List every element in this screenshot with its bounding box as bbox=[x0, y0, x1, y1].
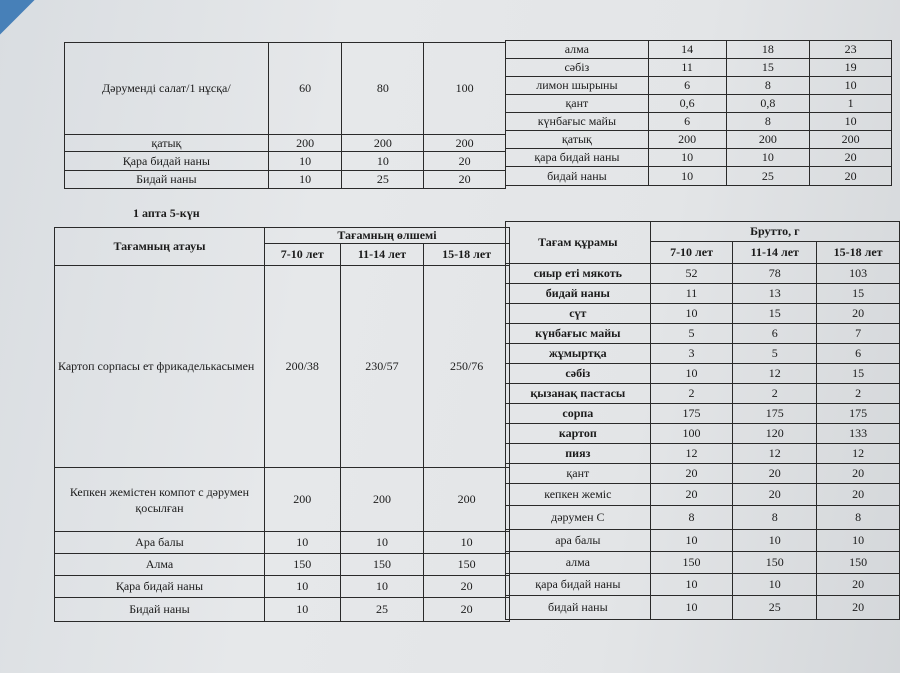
brutto-11-14: 8 bbox=[726, 113, 810, 131]
table-row bbox=[506, 149, 892, 167]
prev-day-dishes-table bbox=[64, 42, 506, 189]
brutto-15-18: 23 bbox=[810, 41, 892, 59]
portion-11-14: 200 bbox=[342, 135, 424, 152]
table-row bbox=[55, 532, 510, 554]
ingredient-name: дәрумен С bbox=[506, 506, 651, 530]
brutto-15-18: 133 bbox=[817, 424, 900, 444]
day5-dishes-table bbox=[54, 227, 510, 622]
table-row bbox=[506, 41, 892, 59]
brutto-7-10: 150 bbox=[650, 552, 733, 574]
portion-15-18: 20 bbox=[424, 171, 506, 189]
portion-15-18: 20 bbox=[424, 576, 510, 598]
brutto-7-10: 10 bbox=[650, 530, 733, 552]
portion-7-10: 10 bbox=[268, 152, 342, 171]
table-row bbox=[55, 598, 510, 622]
portion-11-14: 10 bbox=[340, 576, 424, 598]
dish-name: Дәруменді салат/1 нұсқа/ bbox=[65, 43, 269, 135]
brutto-11-14: 18 bbox=[726, 41, 810, 59]
ingredient-name: алма bbox=[506, 552, 651, 574]
table-row bbox=[506, 506, 900, 530]
table-row bbox=[506, 384, 900, 404]
table-row bbox=[506, 364, 900, 384]
brutto-7-10: 10 bbox=[650, 596, 733, 620]
header-age-11-14: 11-14 лет bbox=[340, 244, 424, 266]
table-row bbox=[506, 596, 900, 620]
brutto-11-14: 175 bbox=[733, 404, 817, 424]
brutto-15-18: 20 bbox=[810, 149, 892, 167]
brutto-15-18: 200 bbox=[810, 131, 892, 149]
portion-11-14: 200 bbox=[340, 468, 424, 532]
portion-7-10: 10 bbox=[268, 171, 342, 189]
brutto-11-14: 78 bbox=[733, 264, 817, 284]
brutto-11-14: 25 bbox=[733, 596, 817, 620]
brutto-11-14: 200 bbox=[726, 131, 810, 149]
brutto-7-10: 20 bbox=[650, 464, 733, 484]
table-row bbox=[55, 468, 510, 532]
table-row bbox=[506, 324, 900, 344]
brutto-7-10: 175 bbox=[650, 404, 733, 424]
brutto-15-18: 6 bbox=[817, 344, 900, 364]
portion-15-18: 20 bbox=[424, 152, 506, 171]
portion-7-10: 150 bbox=[264, 554, 340, 576]
brutto-15-18: 20 bbox=[810, 167, 892, 186]
brutto-11-14: 13 bbox=[733, 284, 817, 304]
brutto-15-18: 10 bbox=[810, 113, 892, 131]
brutto-11-14: 10 bbox=[733, 574, 817, 596]
portion-11-14: 10 bbox=[340, 532, 424, 554]
ingredient-name: қара бидай наны bbox=[506, 574, 651, 596]
dish-name: Қара бидай наны bbox=[55, 576, 265, 598]
ingredient-name: қант bbox=[506, 95, 649, 113]
brutto-15-18: 175 bbox=[817, 404, 900, 424]
brutto-7-10: 10 bbox=[650, 364, 733, 384]
table-row bbox=[506, 552, 900, 574]
header-age-11-14: 11-14 лет bbox=[733, 242, 817, 264]
table-row bbox=[65, 152, 506, 171]
portion-11-14: 80 bbox=[342, 43, 424, 135]
portion-11-14: 25 bbox=[340, 598, 424, 622]
table-row bbox=[65, 43, 506, 135]
portion-11-14: 25 bbox=[342, 171, 424, 189]
portion-7-10: 200/38 bbox=[264, 266, 340, 468]
dish-name: Картоп сорпасы ет фрикаделькасымен bbox=[55, 266, 265, 468]
table-row bbox=[506, 484, 900, 506]
brutto-11-14: 120 bbox=[733, 424, 817, 444]
header-row bbox=[55, 228, 510, 244]
table-row bbox=[506, 77, 892, 95]
brutto-15-18: 15 bbox=[817, 364, 900, 384]
brutto-7-10: 200 bbox=[648, 131, 726, 149]
dish-name: Бидай наны bbox=[55, 598, 265, 622]
ingredient-name: қара бидай наны bbox=[506, 149, 649, 167]
dish-name: қатық bbox=[65, 135, 269, 152]
portion-7-10: 60 bbox=[268, 43, 342, 135]
brutto-11-14: 12 bbox=[733, 444, 817, 464]
prev-day-ingredients-table bbox=[505, 40, 892, 186]
brutto-11-14: 20 bbox=[733, 464, 817, 484]
brutto-15-18: 150 bbox=[817, 552, 900, 574]
portion-7-10: 10 bbox=[264, 598, 340, 622]
table-row bbox=[55, 554, 510, 576]
dish-name: Ара балы bbox=[55, 532, 265, 554]
brutto-7-10: 12 bbox=[650, 444, 733, 464]
portion-15-18: 250/76 bbox=[424, 266, 510, 468]
brutto-11-14: 8 bbox=[726, 77, 810, 95]
table-row bbox=[55, 266, 510, 468]
portion-7-10: 10 bbox=[264, 576, 340, 598]
portion-15-18: 20 bbox=[424, 598, 510, 622]
table-row bbox=[506, 304, 900, 324]
ingredient-name: алма bbox=[506, 41, 649, 59]
portion-15-18: 100 bbox=[424, 43, 506, 135]
brutto-11-14: 150 bbox=[733, 552, 817, 574]
table-row bbox=[506, 424, 900, 444]
header-age-15-18: 15-18 лет bbox=[817, 242, 900, 264]
brutto-7-10: 10 bbox=[648, 167, 726, 186]
brutto-11-14: 15 bbox=[733, 304, 817, 324]
table-row bbox=[506, 131, 892, 149]
table-row bbox=[506, 113, 892, 131]
portion-15-18: 200 bbox=[424, 135, 506, 152]
portion-15-18: 150 bbox=[424, 554, 510, 576]
brutto-15-18: 20 bbox=[817, 304, 900, 324]
brutto-15-18: 20 bbox=[817, 464, 900, 484]
portion-11-14: 150 bbox=[340, 554, 424, 576]
section-title: 1 апта 5-күн bbox=[133, 206, 200, 220]
portion-7-10: 200 bbox=[264, 468, 340, 532]
brutto-7-10: 5 bbox=[650, 324, 733, 344]
table-row bbox=[65, 135, 506, 152]
brutto-11-14: 25 bbox=[726, 167, 810, 186]
table-row bbox=[506, 530, 900, 552]
day5-ingredients-table bbox=[505, 221, 900, 620]
brutto-7-10: 0,6 bbox=[648, 95, 726, 113]
table-row bbox=[506, 404, 900, 424]
portion-7-10: 200 bbox=[268, 135, 342, 152]
brutto-11-14: 2 bbox=[733, 384, 817, 404]
portion-11-14: 230/57 bbox=[340, 266, 424, 468]
ingredient-name: сорпа bbox=[506, 404, 651, 424]
brutto-7-10: 10 bbox=[650, 574, 733, 596]
brutto-15-18: 2 bbox=[817, 384, 900, 404]
brutto-7-10: 2 bbox=[650, 384, 733, 404]
brutto-15-18: 12 bbox=[817, 444, 900, 464]
ingredient-name: қызанақ пастасы bbox=[506, 384, 651, 404]
table-row bbox=[65, 171, 506, 189]
ingredient-name: сәбіз bbox=[506, 364, 651, 384]
header-dish-name: Тағамның атауы bbox=[55, 228, 265, 266]
ingredient-name: қатық bbox=[506, 131, 649, 149]
brutto-11-14: 15 bbox=[726, 59, 810, 77]
ingredient-name: күнбағыс майы bbox=[506, 113, 649, 131]
dish-name: Кепкен жемістен компот с дәрумен қосылған bbox=[55, 468, 265, 532]
brutto-15-18: 1 bbox=[810, 95, 892, 113]
brutto-11-14: 5 bbox=[733, 344, 817, 364]
portion-15-18: 200 bbox=[424, 468, 510, 532]
ingredient-name: кепкен жеміс bbox=[506, 484, 651, 506]
header-portion: Тағамның өлшемі bbox=[264, 228, 509, 244]
dish-name: Қара бидай наны bbox=[65, 152, 269, 171]
brutto-15-18: 20 bbox=[817, 596, 900, 620]
table-row bbox=[506, 464, 900, 484]
dish-name: Бидай наны bbox=[65, 171, 269, 189]
brutto-15-18: 19 bbox=[810, 59, 892, 77]
header-row bbox=[506, 222, 900, 242]
portion-11-14: 10 bbox=[342, 152, 424, 171]
ingredient-name: бидай наны bbox=[506, 284, 651, 304]
ingredient-name: лимон шырыны bbox=[506, 77, 649, 95]
header-age-15-18: 15-18 лет bbox=[424, 244, 510, 266]
table-row bbox=[506, 264, 900, 284]
brutto-11-14: 12 bbox=[733, 364, 817, 384]
table-row bbox=[506, 95, 892, 113]
corner-decoration bbox=[0, 0, 38, 38]
brutto-11-14: 10 bbox=[726, 149, 810, 167]
table-row bbox=[506, 59, 892, 77]
brutto-15-18: 10 bbox=[817, 530, 900, 552]
brutto-7-10: 52 bbox=[650, 264, 733, 284]
ingredient-name: бидай наны bbox=[506, 167, 649, 186]
brutto-11-14: 10 bbox=[733, 530, 817, 552]
brutto-15-18: 8 bbox=[817, 506, 900, 530]
table-row bbox=[506, 344, 900, 364]
brutto-11-14: 20 bbox=[733, 484, 817, 506]
brutto-7-10: 10 bbox=[648, 149, 726, 167]
ingredient-name: картоп bbox=[506, 424, 651, 444]
brutto-11-14: 6 bbox=[733, 324, 817, 344]
header-age-7-10: 7-10 лет bbox=[650, 242, 733, 264]
brutto-7-10: 8 bbox=[650, 506, 733, 530]
brutto-11-14: 0,8 bbox=[726, 95, 810, 113]
brutto-7-10: 3 bbox=[650, 344, 733, 364]
ingredient-name: сәбіз bbox=[506, 59, 649, 77]
table-row bbox=[506, 284, 900, 304]
ingredient-name: күнбағыс майы bbox=[506, 324, 651, 344]
brutto-7-10: 6 bbox=[648, 113, 726, 131]
table-row bbox=[506, 444, 900, 464]
brutto-15-18: 20 bbox=[817, 484, 900, 506]
brutto-15-18: 10 bbox=[810, 77, 892, 95]
brutto-15-18: 15 bbox=[817, 284, 900, 304]
brutto-7-10: 20 bbox=[650, 484, 733, 506]
brutto-15-18: 103 bbox=[817, 264, 900, 284]
ingredient-name: пияз bbox=[506, 444, 651, 464]
ingredient-name: қант bbox=[506, 464, 651, 484]
header-composition: Тағам құрамы bbox=[506, 222, 651, 264]
brutto-7-10: 11 bbox=[648, 59, 726, 77]
ingredient-name: бидай наны bbox=[506, 596, 651, 620]
header-brutto: Брутто, г bbox=[650, 222, 899, 242]
ingredient-name: жұмыртқа bbox=[506, 344, 651, 364]
table-row bbox=[506, 167, 892, 186]
ingredient-name: сиыр еті мякоть bbox=[506, 264, 651, 284]
brutto-7-10: 10 bbox=[650, 304, 733, 324]
dish-name: Алма bbox=[55, 554, 265, 576]
brutto-11-14: 8 bbox=[733, 506, 817, 530]
ingredient-name: ара балы bbox=[506, 530, 651, 552]
portion-7-10: 10 bbox=[264, 532, 340, 554]
brutto-7-10: 11 bbox=[650, 284, 733, 304]
brutto-7-10: 6 bbox=[648, 77, 726, 95]
table-row bbox=[506, 574, 900, 596]
brutto-15-18: 7 bbox=[817, 324, 900, 344]
brutto-7-10: 14 bbox=[648, 41, 726, 59]
brutto-7-10: 100 bbox=[650, 424, 733, 444]
brutto-15-18: 20 bbox=[817, 574, 900, 596]
table-row bbox=[55, 576, 510, 598]
header-age-7-10: 7-10 лет bbox=[264, 244, 340, 266]
ingredient-name: сүт bbox=[506, 304, 651, 324]
portion-15-18: 10 bbox=[424, 532, 510, 554]
